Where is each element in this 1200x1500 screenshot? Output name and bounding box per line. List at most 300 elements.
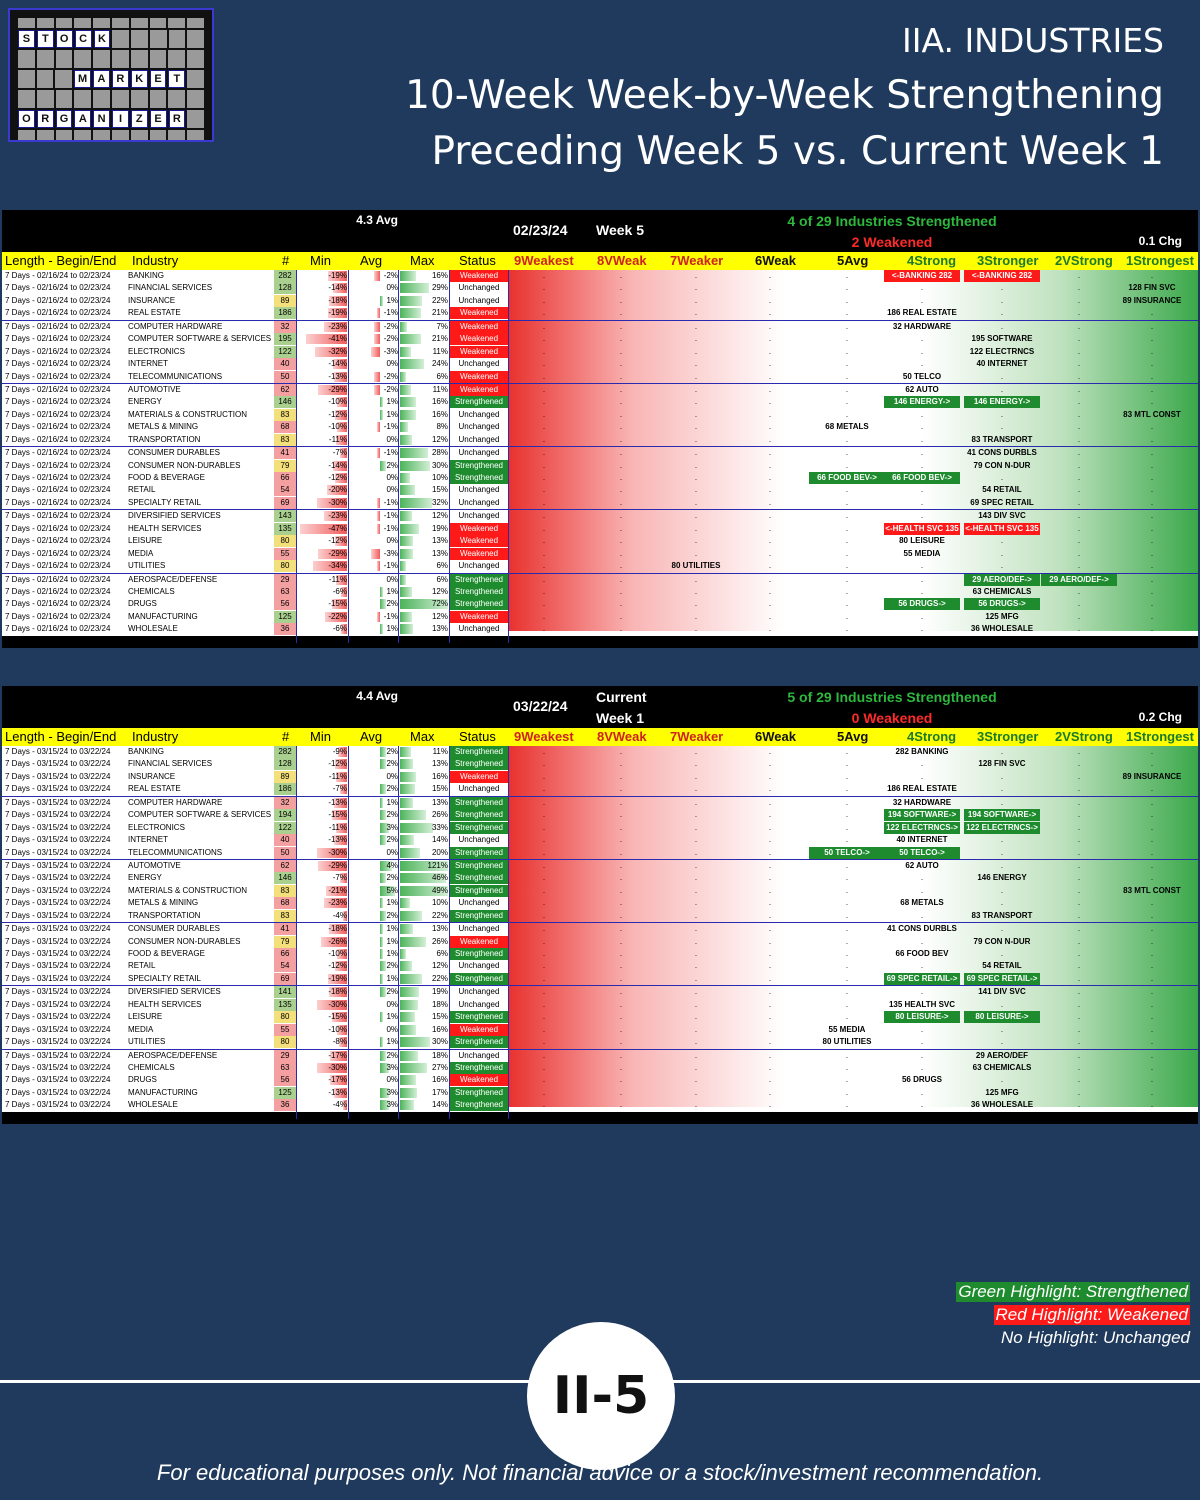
row-avg: 1% <box>386 1037 398 1047</box>
row-industry: TELECOMMUNICATIONS <box>128 847 223 857</box>
row-max: 72% <box>431 599 448 609</box>
row-status: Weakened <box>450 1074 508 1086</box>
logo-tile <box>168 130 185 140</box>
row-industry: COMPUTER HARDWARE <box>128 321 223 331</box>
rank-cell: . <box>542 847 546 857</box>
rank-cell: . <box>542 460 546 470</box>
table-row <box>2 509 1198 522</box>
row-industry: BANKING <box>128 271 165 280</box>
rank-cell: . <box>1000 422 1004 432</box>
row-avg: 0% <box>386 434 398 444</box>
row-count: 63 <box>274 1062 296 1074</box>
row-status: Weakened <box>450 270 508 282</box>
rank-cell: 41 CONS DURBLS <box>887 924 957 934</box>
rank-cell: . <box>619 397 623 407</box>
row-max: 26% <box>431 936 448 946</box>
rank-cell: . <box>694 847 698 857</box>
rank-cell: . <box>1077 409 1081 419</box>
logo-tile <box>169 30 186 48</box>
row-length: 7 Days - 03/15/24 to 03/22/24 <box>5 1037 111 1047</box>
row-length: 7 Days - 03/15/24 to 03/22/24 <box>5 1062 111 1072</box>
rank-cell: . <box>768 797 772 807</box>
rank-cell: . <box>542 359 546 369</box>
rank-cell: . <box>694 548 698 558</box>
row-min: -23% <box>328 511 347 521</box>
row-length: 7 Days - 02/16/24 to 02/23/24 <box>5 409 111 419</box>
column-divider <box>508 746 509 1119</box>
row-count: 29 <box>274 1050 296 1062</box>
rank-cell: . <box>1150 548 1154 558</box>
row-avg: -2% <box>383 321 398 331</box>
rank-cell: . <box>1000 924 1004 934</box>
logo-row <box>18 30 204 48</box>
logo-tile <box>74 90 91 108</box>
rank-cell: . <box>920 1087 924 1097</box>
rank-cell: . <box>1077 810 1081 820</box>
rank-cell: . <box>1150 1100 1154 1110</box>
logo-tile <box>56 130 73 140</box>
rank-cell: . <box>920 1024 924 1034</box>
rank-cell: . <box>619 511 623 521</box>
row-min: -13% <box>328 371 347 381</box>
row-status: Unchanged <box>458 987 500 997</box>
rank-cell: . <box>542 397 546 407</box>
column-divider <box>296 270 297 643</box>
rank-cell: . <box>1150 810 1154 820</box>
rank-cell: <-HEALTH SVC 135 <box>885 523 959 533</box>
rank-cell: . <box>694 747 698 756</box>
row-industry: MANUFACTURING <box>128 611 198 621</box>
rank-cell: . <box>768 308 772 318</box>
row-avg: 2% <box>386 987 398 997</box>
row-avg: 1% <box>386 949 398 958</box>
rank-cell: . <box>1150 1050 1154 1060</box>
row-status: Unchanged <box>458 784 500 794</box>
row-max: 6% <box>436 949 448 958</box>
row-status: Weakened <box>450 523 508 535</box>
row-min: -29% <box>328 548 347 558</box>
logo-tile <box>150 130 167 140</box>
row-min: -29% <box>328 384 347 394</box>
row-status: Unchanged <box>458 359 500 369</box>
row-avg: 4% <box>386 860 398 870</box>
table-row <box>2 885 1198 897</box>
row-count: 36 <box>274 623 296 635</box>
row-avg: 1% <box>386 586 398 596</box>
rank-cell: . <box>619 523 623 533</box>
row-length: 7 Days - 02/16/24 to 02/23/24 <box>5 574 111 584</box>
row-industry: WHOLESALE <box>128 1100 178 1110</box>
rank-cell: . <box>845 860 849 870</box>
rank-cell: 68 METALS <box>900 898 944 908</box>
row-count: 83 <box>274 434 296 446</box>
rank-cell: . <box>542 949 546 958</box>
rank-cell: . <box>845 822 849 832</box>
table-body <box>2 746 1198 1112</box>
rank-cell: . <box>619 599 623 609</box>
rank-cell: . <box>542 473 546 482</box>
rank-cell: . <box>1150 936 1154 946</box>
rank-cell: . <box>694 1050 698 1060</box>
rank-cell: . <box>1000 797 1004 807</box>
table-row <box>2 783 1198 795</box>
row-status: Strengthened <box>450 973 508 985</box>
table-row <box>2 434 1198 446</box>
rank-cell: . <box>845 295 849 305</box>
row-count: 89 <box>274 295 296 307</box>
column-header: 9Weakest <box>514 729 574 744</box>
rank-cell: . <box>694 473 698 482</box>
rank-cell: . <box>619 334 623 344</box>
rank-cell: . <box>1077 485 1081 495</box>
logo-letter: E <box>150 110 167 128</box>
column-header: 4Strong <box>907 729 957 744</box>
row-industry: FINANCIAL SERVICES <box>128 283 213 293</box>
rank-cell: . <box>845 1062 849 1072</box>
table-row <box>2 922 1198 935</box>
row-avg: 3% <box>386 822 398 832</box>
row-avg: 0% <box>386 999 398 1009</box>
rank-cell: . <box>1077 599 1081 609</box>
row-min: -15% <box>328 1012 347 1022</box>
rank-cell: . <box>920 910 924 920</box>
rank-cell: . <box>920 961 924 971</box>
rank-cell: . <box>694 987 698 997</box>
rank-cell: . <box>768 409 772 419</box>
row-length: 7 Days - 02/16/24 to 02/23/24 <box>5 434 111 444</box>
rank-cell: . <box>1000 308 1004 318</box>
rank-cell: . <box>1150 574 1154 584</box>
row-min: -14% <box>328 460 347 470</box>
rank-cell: . <box>694 586 698 596</box>
row-industry: SPECIALTY RETAIL <box>128 497 201 507</box>
rank-cell: . <box>542 384 546 394</box>
row-count: 186 <box>274 783 296 795</box>
row-industry: AEROSPACE/DEFENSE <box>128 1050 218 1060</box>
rank-cell: . <box>542 308 546 318</box>
row-status: Strengthened <box>450 1062 508 1074</box>
row-min: -32% <box>328 346 347 356</box>
rank-cell: . <box>542 784 546 794</box>
row-status: Weakened <box>450 321 508 333</box>
row-count: 194 <box>274 809 296 821</box>
row-status: Unchanged <box>458 898 500 908</box>
rank-cell: . <box>619 434 623 444</box>
row-length: 7 Days - 03/15/24 to 03/22/24 <box>5 784 111 794</box>
rank-cell: . <box>619 810 623 820</box>
rank-cell: . <box>1077 586 1081 596</box>
table-row <box>2 446 1198 459</box>
table-row <box>2 409 1198 421</box>
row-status: Strengthened <box>450 872 508 884</box>
row-length: 7 Days - 03/15/24 to 03/22/24 <box>5 822 111 832</box>
row-avg: 0% <box>386 771 398 781</box>
rank-cell: . <box>1077 759 1081 769</box>
week-label-2: Week 1 <box>596 710 644 726</box>
rank-cell: . <box>542 898 546 908</box>
column-header: 7Weaker <box>670 729 724 744</box>
row-max: 28% <box>431 448 448 458</box>
rank-cell: 36 WHOLESALE <box>970 624 1034 634</box>
rank-cell: . <box>694 1024 698 1034</box>
rank-cell: 146 ENERGY-> <box>964 396 1040 408</box>
rank-cell: . <box>1000 835 1004 845</box>
rank-cell: . <box>920 561 924 571</box>
row-industry: FINANCIAL SERVICES <box>128 759 213 769</box>
rank-cell: . <box>845 961 849 971</box>
row-status: Strengthened <box>450 822 508 834</box>
row-avg: -1% <box>383 511 398 521</box>
row-industry: HEALTH SERVICES <box>128 523 202 533</box>
row-length: 7 Days - 02/16/24 to 02/23/24 <box>5 523 111 533</box>
row-status: Unchanged <box>458 409 500 419</box>
logo-tile <box>18 50 35 68</box>
row-max: 11% <box>432 384 448 394</box>
row-min: -17% <box>328 1050 347 1060</box>
row-status: Strengthened <box>450 847 508 859</box>
rank-cell: . <box>694 1037 698 1047</box>
row-count: 29 <box>274 574 296 586</box>
rank-cell: . <box>845 999 849 1009</box>
row-max: 22% <box>431 973 448 983</box>
rank-cell: . <box>619 924 623 934</box>
logo-tile <box>112 30 129 48</box>
rank-cell: <-HEALTH SVC 135 <box>965 523 1039 533</box>
logo-tile <box>56 90 73 108</box>
rank-cell: . <box>768 973 772 983</box>
row-count: 128 <box>274 758 296 770</box>
rank-cell: . <box>694 448 698 458</box>
logo-row <box>18 90 204 108</box>
rank-cell: 83 TRANSPORT <box>971 434 1033 444</box>
row-min: -18% <box>328 295 347 305</box>
row-avg: 0% <box>386 1075 398 1085</box>
rank-cell: . <box>1150 910 1154 920</box>
rank-cell: . <box>1000 1075 1004 1085</box>
logo-tile <box>150 30 167 48</box>
column-header: 9Weakest <box>514 253 574 268</box>
logo-letter: R <box>112 70 129 88</box>
rank-cell: . <box>619 485 623 495</box>
rank-cell: . <box>1077 898 1081 908</box>
rank-cell: . <box>1077 1100 1081 1110</box>
row-length: 7 Days - 02/16/24 to 02/23/24 <box>5 308 111 318</box>
row-max: 16% <box>431 1075 448 1085</box>
rank-cell: . <box>542 910 546 920</box>
column-header: Avg <box>360 729 383 744</box>
table-row <box>2 560 1198 572</box>
rank-cell: . <box>1150 371 1154 381</box>
rank-cell: . <box>1000 384 1004 394</box>
rank-cell: . <box>619 283 623 293</box>
row-max: 13% <box>431 924 448 934</box>
row-max: 46% <box>431 873 448 883</box>
rank-cell: . <box>694 1087 698 1097</box>
row-min: -20% <box>328 485 347 495</box>
rank-cell: 29 AERO/DEF-> <box>1041 574 1117 586</box>
column-header: 2VStrong <box>1055 253 1113 268</box>
row-status: Weakened <box>450 346 508 358</box>
row-length: 7 Days - 02/16/24 to 02/23/24 <box>5 624 111 634</box>
table-row <box>2 1024 1198 1036</box>
row-min: -11% <box>328 822 347 832</box>
row-max: 22% <box>431 295 448 305</box>
table-row <box>2 758 1198 770</box>
row-status: Unchanged <box>458 497 500 507</box>
row-count: 282 <box>274 270 296 282</box>
rank-cell: . <box>1000 771 1004 781</box>
rank-cell: . <box>845 346 849 356</box>
row-count: 54 <box>274 960 296 972</box>
rank-cell: . <box>920 1050 924 1060</box>
row-industry: MEDIA <box>128 1024 154 1034</box>
rank-cell: . <box>768 961 772 971</box>
row-length: 7 Days - 03/15/24 to 03/22/24 <box>5 1100 111 1110</box>
column-divider <box>508 270 509 643</box>
rank-cell: 89 INSURANCE <box>1122 771 1182 781</box>
average-change: 0.2 Chg <box>1138 710 1182 724</box>
rank-cell: . <box>542 835 546 845</box>
row-avg: 2% <box>386 460 398 470</box>
rank-cell: 62 AUTO <box>905 860 939 870</box>
rank-cell: . <box>768 873 772 883</box>
table-row <box>2 472 1198 484</box>
rank-cell: . <box>1000 536 1004 546</box>
row-status: Strengthened <box>450 598 508 610</box>
row-count: 32 <box>274 797 296 809</box>
logo-letter: T <box>37 30 54 48</box>
logo-letter: R <box>169 110 186 128</box>
row-status: Unchanged <box>458 999 500 1009</box>
logo-letter: S <box>18 30 35 48</box>
rank-cell: . <box>1077 624 1081 634</box>
column-divider <box>296 746 297 1119</box>
row-industry: REAL ESTATE <box>128 308 181 318</box>
row-length: 7 Days - 03/15/24 to 03/22/24 <box>5 810 111 820</box>
row-min: -30% <box>328 999 347 1009</box>
rank-cell: . <box>1077 747 1081 756</box>
rank-cell: . <box>768 885 772 895</box>
row-length: 7 Days - 03/15/24 to 03/22/24 <box>5 973 111 983</box>
row-avg: -2% <box>383 334 398 344</box>
rank-cell: . <box>694 359 698 369</box>
row-status: Strengthened <box>450 1099 508 1111</box>
row-length: 7 Days - 02/16/24 to 02/23/24 <box>5 359 111 369</box>
rank-cell: . <box>1150 308 1154 318</box>
rank-cell: . <box>768 1012 772 1022</box>
rank-cell: . <box>1150 346 1154 356</box>
row-count: 50 <box>274 847 296 859</box>
rank-cell: . <box>619 536 623 546</box>
row-length: 7 Days - 02/16/24 to 02/23/24 <box>5 497 111 507</box>
rank-cell: . <box>542 295 546 305</box>
row-max: 19% <box>431 987 448 997</box>
rank-cell: . <box>845 1075 849 1085</box>
rank-cell: . <box>619 847 623 857</box>
rank-cell: . <box>768 334 772 344</box>
row-count: 41 <box>274 447 296 459</box>
rank-cell: . <box>845 359 849 369</box>
logo-letter: A <box>93 70 110 88</box>
row-count: 80 <box>274 535 296 547</box>
row-status: Unchanged <box>458 448 500 458</box>
row-avg: 1% <box>386 295 398 305</box>
row-status: Strengthened <box>450 1087 508 1099</box>
row-min: -4% <box>332 1100 347 1110</box>
rank-cell: . <box>1150 422 1154 432</box>
rank-cell: . <box>542 1062 546 1072</box>
row-count: 54 <box>274 484 296 496</box>
logo-tile <box>112 50 129 68</box>
strengthened-count: 4 of 29 Industries Strengthened <box>787 213 997 229</box>
rank-cell: . <box>619 497 623 507</box>
row-length: 7 Days - 03/15/24 to 03/22/24 <box>5 835 111 845</box>
rank-cell: . <box>768 422 772 432</box>
rank-cell: . <box>542 759 546 769</box>
logo-tile <box>74 18 91 28</box>
table-row <box>2 973 1198 985</box>
table-row <box>2 282 1198 294</box>
table-row <box>2 960 1198 972</box>
logo-tile <box>93 18 110 28</box>
row-count: 80 <box>274 560 296 572</box>
rank-cell: 68 METALS <box>825 422 869 432</box>
row-length: 7 Days - 03/15/24 to 03/22/24 <box>5 885 111 895</box>
row-industry: ENERGY <box>128 873 162 883</box>
logo-tile <box>131 18 148 28</box>
row-length: 7 Days - 02/16/24 to 02/23/24 <box>5 334 111 344</box>
rank-cell: . <box>694 434 698 444</box>
rank-cell: . <box>845 397 849 407</box>
row-min: -34% <box>328 561 347 571</box>
row-status: Unchanged <box>458 961 500 971</box>
row-industry: UTILITIES <box>128 1037 166 1047</box>
rank-cell: 56 DRUGS <box>901 1075 942 1085</box>
rank-cell: . <box>1000 847 1004 857</box>
row-length: 7 Days - 02/16/24 to 02/23/24 <box>5 283 111 293</box>
row-count: 141 <box>274 986 296 998</box>
rank-cell: . <box>920 624 924 634</box>
rank-cell: . <box>920 485 924 495</box>
rank-cell: 50 TELCO-> <box>809 847 885 859</box>
page-badge: II-5 <box>527 1322 675 1470</box>
row-max: 13% <box>431 548 448 558</box>
row-status: Unchanged <box>458 485 500 495</box>
column-header-row <box>2 728 1198 746</box>
row-avg: 3% <box>386 1062 398 1072</box>
rank-cell: . <box>619 308 623 318</box>
logo-tile <box>18 130 35 140</box>
rank-cell: . <box>542 371 546 381</box>
rank-cell: . <box>542 1050 546 1060</box>
row-status: Strengthened <box>450 574 508 586</box>
row-avg: -1% <box>383 497 398 507</box>
row-avg: 2% <box>386 759 398 769</box>
row-length: 7 Days - 03/15/24 to 03/22/24 <box>5 860 111 870</box>
row-status: Unchanged <box>458 283 500 293</box>
logo-letter: E <box>150 70 167 88</box>
row-length: 7 Days - 02/16/24 to 02/23/24 <box>5 448 111 458</box>
rank-cell: 128 FIN SVC <box>1128 283 1176 293</box>
row-industry: BANKING <box>128 747 165 756</box>
rank-cell: . <box>1077 1062 1081 1072</box>
row-length: 7 Days - 03/15/24 to 03/22/24 <box>5 1012 111 1022</box>
rank-cell: . <box>768 1050 772 1060</box>
rank-cell: . <box>845 283 849 293</box>
rank-cell: . <box>694 271 698 280</box>
rank-cell: . <box>542 536 546 546</box>
rank-cell: . <box>1150 797 1154 807</box>
